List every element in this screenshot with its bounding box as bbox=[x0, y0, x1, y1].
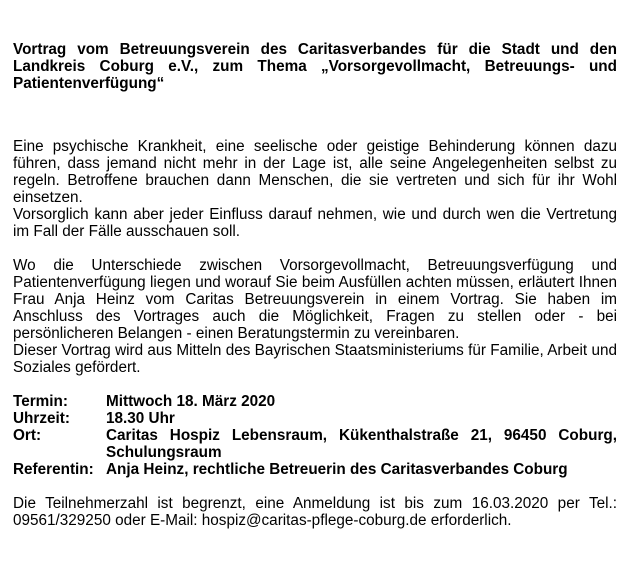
funding-paragraph: Dieser Vortrag wird aus Mitteln des Bayrischen Staatsministeriums für Familie, Arbeit und Soziales gefördert. bbox=[13, 342, 617, 376]
intro-paragraph: Eine psychische Krankheit, eine seelische oder geistige Behinderung können dazu führen, dass jemand nicht mehr in der Lage ist, alle seine Angelegenheiten selbst zu regeln. Betroffene brauchen dann Menschen, die sie vertreten und sich für ihr Wohl einsetzen. bbox=[13, 138, 617, 206]
detail-row-time bbox=[13, 410, 617, 427]
detail-value: Mittwoch 18. März 2020 bbox=[106, 393, 276, 410]
spacer bbox=[13, 92, 617, 138]
document-body bbox=[13, 41, 617, 529]
spacer bbox=[13, 376, 617, 393]
detail-row-speaker bbox=[13, 461, 617, 478]
event-details bbox=[13, 393, 617, 478]
detail-value: 18.30 Uhr bbox=[106, 410, 175, 427]
detail-row-date bbox=[13, 393, 617, 410]
document-title: Vortrag vom Betreuungsverein des Caritasverbandes für die Stadt und den Landkreis Coburg e.V., zum Thema „Vorsorgevollmacht, Betreuungs- und Patientenverfügung“ bbox=[13, 41, 617, 92]
detail-label: Ort: bbox=[13, 427, 42, 444]
detail-value: Caritas Hospiz Lebensraum, Kükenthalstraße 21, 96450 Coburg, Schulungsraum bbox=[106, 427, 617, 461]
registration-note: Die Teilnehmerzahl ist begrenzt, eine Anmeldung ist bis zum 16.03.2020 per Tel.: 09561/329250 oder E-Mail: hospiz@caritas-pflege-coburg.de erforderlich. bbox=[13, 495, 617, 529]
detail-value: Anja Heinz, rechtliche Betreuerin des Caritasverbandes Coburg bbox=[106, 461, 568, 478]
spacer bbox=[13, 240, 617, 257]
spacer bbox=[13, 478, 617, 495]
detail-label: Referentin: bbox=[13, 461, 94, 478]
precaution-paragraph: Vorsorglich kann aber jeder Einfluss darauf nehmen, wie und durch wen die Vertretung im Fall der Fälle ausschauen soll. bbox=[13, 206, 617, 240]
detail-row-location bbox=[13, 427, 617, 461]
lecture-description-paragraph: Wo die Unterschiede zwischen Vorsorgevollmacht, Betreuungsverfügung und Patientenverfügung liegen und worauf Sie beim Ausfüllen achten müssen, erläutert Ihnen Frau Anja Heinz vom Caritas Betreuungsverein in einem Vortrag. Sie haben im Anschluss des Vortrages auch die Möglichkeit, Fragen zu stellen oder - bei persönlicheren Belangen - einen Beratungstermin zu vereinbaren. bbox=[13, 257, 617, 342]
detail-label: Termin: bbox=[13, 393, 68, 410]
detail-label: Uhrzeit: bbox=[13, 410, 70, 427]
